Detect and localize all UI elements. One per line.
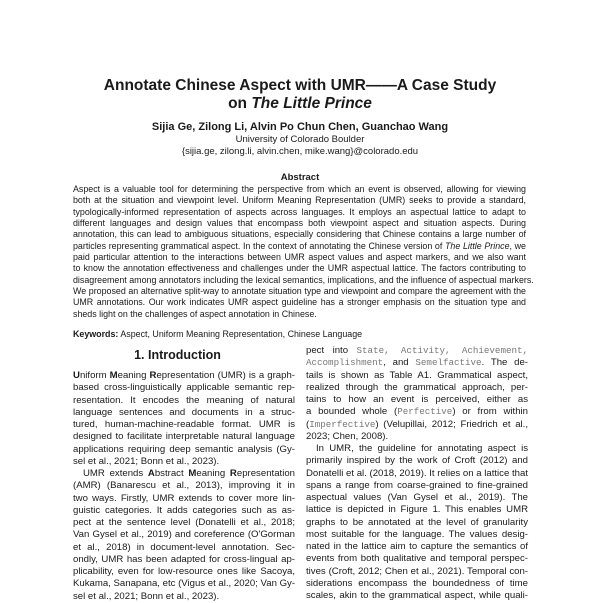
text-segment: designed to facilitate interpretable natural language (73, 431, 295, 443)
keywords-text: Aspect, Uniform Meaning Representation, Chinese Language (118, 329, 363, 339)
text-line (306, 419, 528, 431)
text-segment: eaning (196, 468, 230, 479)
text-line (73, 591, 295, 603)
text-segment: . The de- (481, 357, 528, 369)
text-line (306, 394, 528, 406)
abstract-line: paid particular attention to the interactions between UMR aspect values and aspect markers, and we also want (73, 252, 526, 263)
text-segment: aspectual values (Van Gysel et al., 2019). The (306, 492, 528, 503)
bold-initial: M (109, 370, 118, 381)
bold-initial: A (147, 468, 155, 479)
text-line (73, 395, 295, 407)
bold-initial: R (149, 370, 157, 381)
text-segment: pect at the sentence level (Donatelli et al., 2018; (73, 517, 295, 528)
text-line (73, 529, 295, 541)
abstract-line: annotation, this can lead to ambiguous situations, especially considering that Chinese contains a large number of (73, 229, 526, 240)
text-segment: ) or from within (452, 406, 528, 418)
text-line (306, 492, 528, 504)
code-term: State, Activity, Achievement, (356, 345, 529, 356)
code-term: Perfective (397, 406, 453, 418)
title-prefix: on (228, 95, 252, 112)
text-line (73, 468, 295, 480)
abstract-body (73, 184, 534, 320)
text-segment: Donatelli et al. (2018, 2019). It relies on a lattice that (306, 467, 528, 479)
text-segment: UMR extends (83, 468, 148, 479)
text-line (306, 370, 528, 382)
text-segment: guistic categories. It adds categories such as as- (73, 504, 295, 516)
text-line (73, 505, 295, 517)
text-segment: a bounded whole ( (306, 406, 398, 418)
title-italic: The Little Prince (251, 95, 372, 112)
text-segment: 2023; Chen, 2008). (306, 430, 389, 442)
text-segment: resentation. It encodes the meaning of natural (73, 394, 295, 406)
keywords (73, 329, 362, 340)
abstract-line: We proposed an alternative split-way to annotate situation type and viewpoint and compare the agreement with the (73, 286, 526, 297)
text-segment: most suitable for the language. The values desig- (306, 528, 528, 540)
title-line-1: Annotate Chinese Aspect with UMR——A Case Study (103, 77, 497, 94)
text-line (73, 566, 295, 578)
text-segment: ) (Velupillai, 2012; Friedrich et al., (375, 418, 528, 430)
text-line (73, 517, 295, 529)
text-segment: epresentation (236, 468, 295, 479)
title-line-2 (0, 95, 600, 113)
text-segment: scales, akin to the grammatical aspect, while quali- (306, 590, 528, 601)
bold-initial: M (188, 468, 197, 479)
text-line (306, 431, 528, 443)
abstract-line: typologically-informed representation of aspects across languages. It employs an aspectual lattice to adapt to (73, 206, 526, 217)
code-term: Imperfective (309, 418, 376, 430)
text-segment: , and (383, 357, 416, 369)
text-segment: epresentation (UMR) is a graph- (156, 370, 295, 381)
text-segment: eaning (117, 370, 150, 381)
text-segment: realized through the grammatical approach, per- (306, 381, 528, 393)
email: {sijia.ge, zilong.li, alvin.chen, mike.wang}@colorado.edu (181, 146, 419, 157)
text-line (73, 419, 295, 431)
text-line (306, 578, 528, 590)
text-segment: bstract (154, 468, 189, 479)
abstract-line: to know the annotation effectiveness and challenges under the UMR aspectual lattice. The factors contributing to (73, 263, 526, 274)
text-line (306, 529, 528, 541)
abstract-line: both at the situation and viewpoint level. Uniform Meaning Representation (UMR) seeks to provide a standard, (73, 195, 526, 206)
text-segment: Van Gysel et al., 2019) and coreference (O'Gorman (73, 529, 295, 541)
text-segment: siderations encompass the boundedness of time (306, 577, 528, 589)
text-line (73, 370, 295, 382)
text-segment: Kukama, Sanapana, etc (Vigus et al., 2020; Van Gy- (73, 578, 296, 590)
text-segment: pect into (306, 345, 357, 356)
text-line (306, 357, 528, 369)
text-line (73, 542, 295, 554)
text-segment: tains to how an event is perceived, either as (306, 394, 528, 405)
text-line (306, 541, 528, 553)
text-segment: (AMR) (Banarescu et al., 2013), improving it in (73, 480, 295, 492)
text-line (73, 578, 295, 590)
text-line (73, 493, 295, 505)
code-term: Semelfactive (415, 357, 482, 369)
text-segment: primarily inspired by the work of Croft (2012) and (306, 455, 528, 467)
abstract-line: sheds light on the challenges of aspect annotation in Chinese. (73, 308, 317, 319)
abstract-heading: Abstract (280, 172, 320, 183)
text-line (73, 431, 295, 443)
abstract-line: Aspect is a valuable tool for determining the perspective from which an event is observed, allowing for viewing (73, 184, 526, 194)
text-segment: based cross-linguistically applicable semantic rep- (73, 382, 295, 394)
abstract-line: UMR annotations. Our work indicates UMR aspect guideline has a stronger emphasis on the situation type and (73, 297, 526, 308)
text-segment: sel et al., 2021; Bonn et al., 2023). (73, 455, 220, 467)
code-term: Accomplishment (306, 357, 384, 369)
text-line (306, 382, 528, 394)
abstract-line: disagreement among annotators including the lexical semantics, implications, and the influence of aspectual markers. (73, 274, 534, 285)
text-segment: ( (306, 418, 310, 430)
text-line (73, 382, 295, 394)
text-line (306, 590, 528, 602)
text-segment: spans a range from coarse-grained to fine-grained (306, 479, 528, 491)
text-segment: plicability, even for low-resource ones like Sacoya, (73, 566, 295, 577)
authors: Sijia Ge, Zilong Li, Alvin Po Chun Chen, Guanchao Wang (151, 121, 449, 133)
text-segment: niform (79, 370, 110, 381)
text-line (306, 517, 528, 529)
text-segment: sel et al., 2021; Bonn et al., 2023). (73, 590, 220, 602)
section-heading-introduction: 1. Introduction (134, 348, 221, 362)
text-line (306, 504, 528, 516)
text-line (73, 480, 295, 492)
text-line (306, 406, 528, 418)
bold-initial: R (229, 468, 237, 479)
text-segment: lattice is depicted in Figure 1. This enables UMR (306, 504, 528, 516)
text-line (73, 554, 295, 566)
text-segment: et al., 2018) in document-level annotation. Sec- (73, 541, 295, 553)
abstract-line: different languages and design values that encompass both viewpoint aspect and situation aspects. During (73, 218, 526, 229)
affiliation-block (0, 134, 600, 158)
affiliation: University of Colorado Boulder (235, 134, 365, 145)
text-segment: ondly, UMR has been adapted for cross-lingual ap- (73, 553, 295, 565)
paper-title (0, 77, 600, 113)
text-segment: tives (Croft, 2012; Chen et al., 2021). Temporal con- (306, 565, 528, 577)
text-line (73, 444, 295, 456)
right-column (306, 345, 528, 602)
text-line (306, 468, 528, 480)
keywords-label: Keywords: (73, 329, 119, 339)
text-line (73, 407, 295, 419)
text-line (306, 566, 528, 578)
text-line (306, 553, 528, 565)
text-line (306, 345, 528, 357)
text-segment: In UMR, the guideline for annotating aspect is (316, 443, 528, 454)
text-segment: nated in the lattice aim to capture the semantics of (306, 541, 528, 552)
text-segment: tured, human-machine-readable format. UMR is (73, 419, 295, 430)
left-column (73, 370, 295, 603)
text-segment: events from both qualitative and temporal perspec- (306, 553, 528, 565)
bold-initial: U (73, 370, 80, 381)
text-segment: applications requiring deep semantic analysis (Gy- (73, 443, 295, 455)
abstract-line: particles representing grammatical aspect. In the context of annotating the Chinese version of The Little Prince, we (73, 240, 526, 251)
text-segment: graphs to be annotated at the level of granularity (306, 516, 528, 528)
text-line (73, 456, 295, 468)
text-segment: tails is shown as Table A1. Grammatical aspect, (306, 369, 528, 381)
text-line (306, 455, 528, 467)
italic-title: The Little Prince (445, 240, 510, 251)
text-line (306, 443, 528, 455)
text-segment: language sentences and documents in a struc- (73, 406, 295, 418)
text-segment: two ways. Firstly, UMR extends to cover more lin- (73, 492, 295, 504)
text-line (306, 480, 528, 492)
